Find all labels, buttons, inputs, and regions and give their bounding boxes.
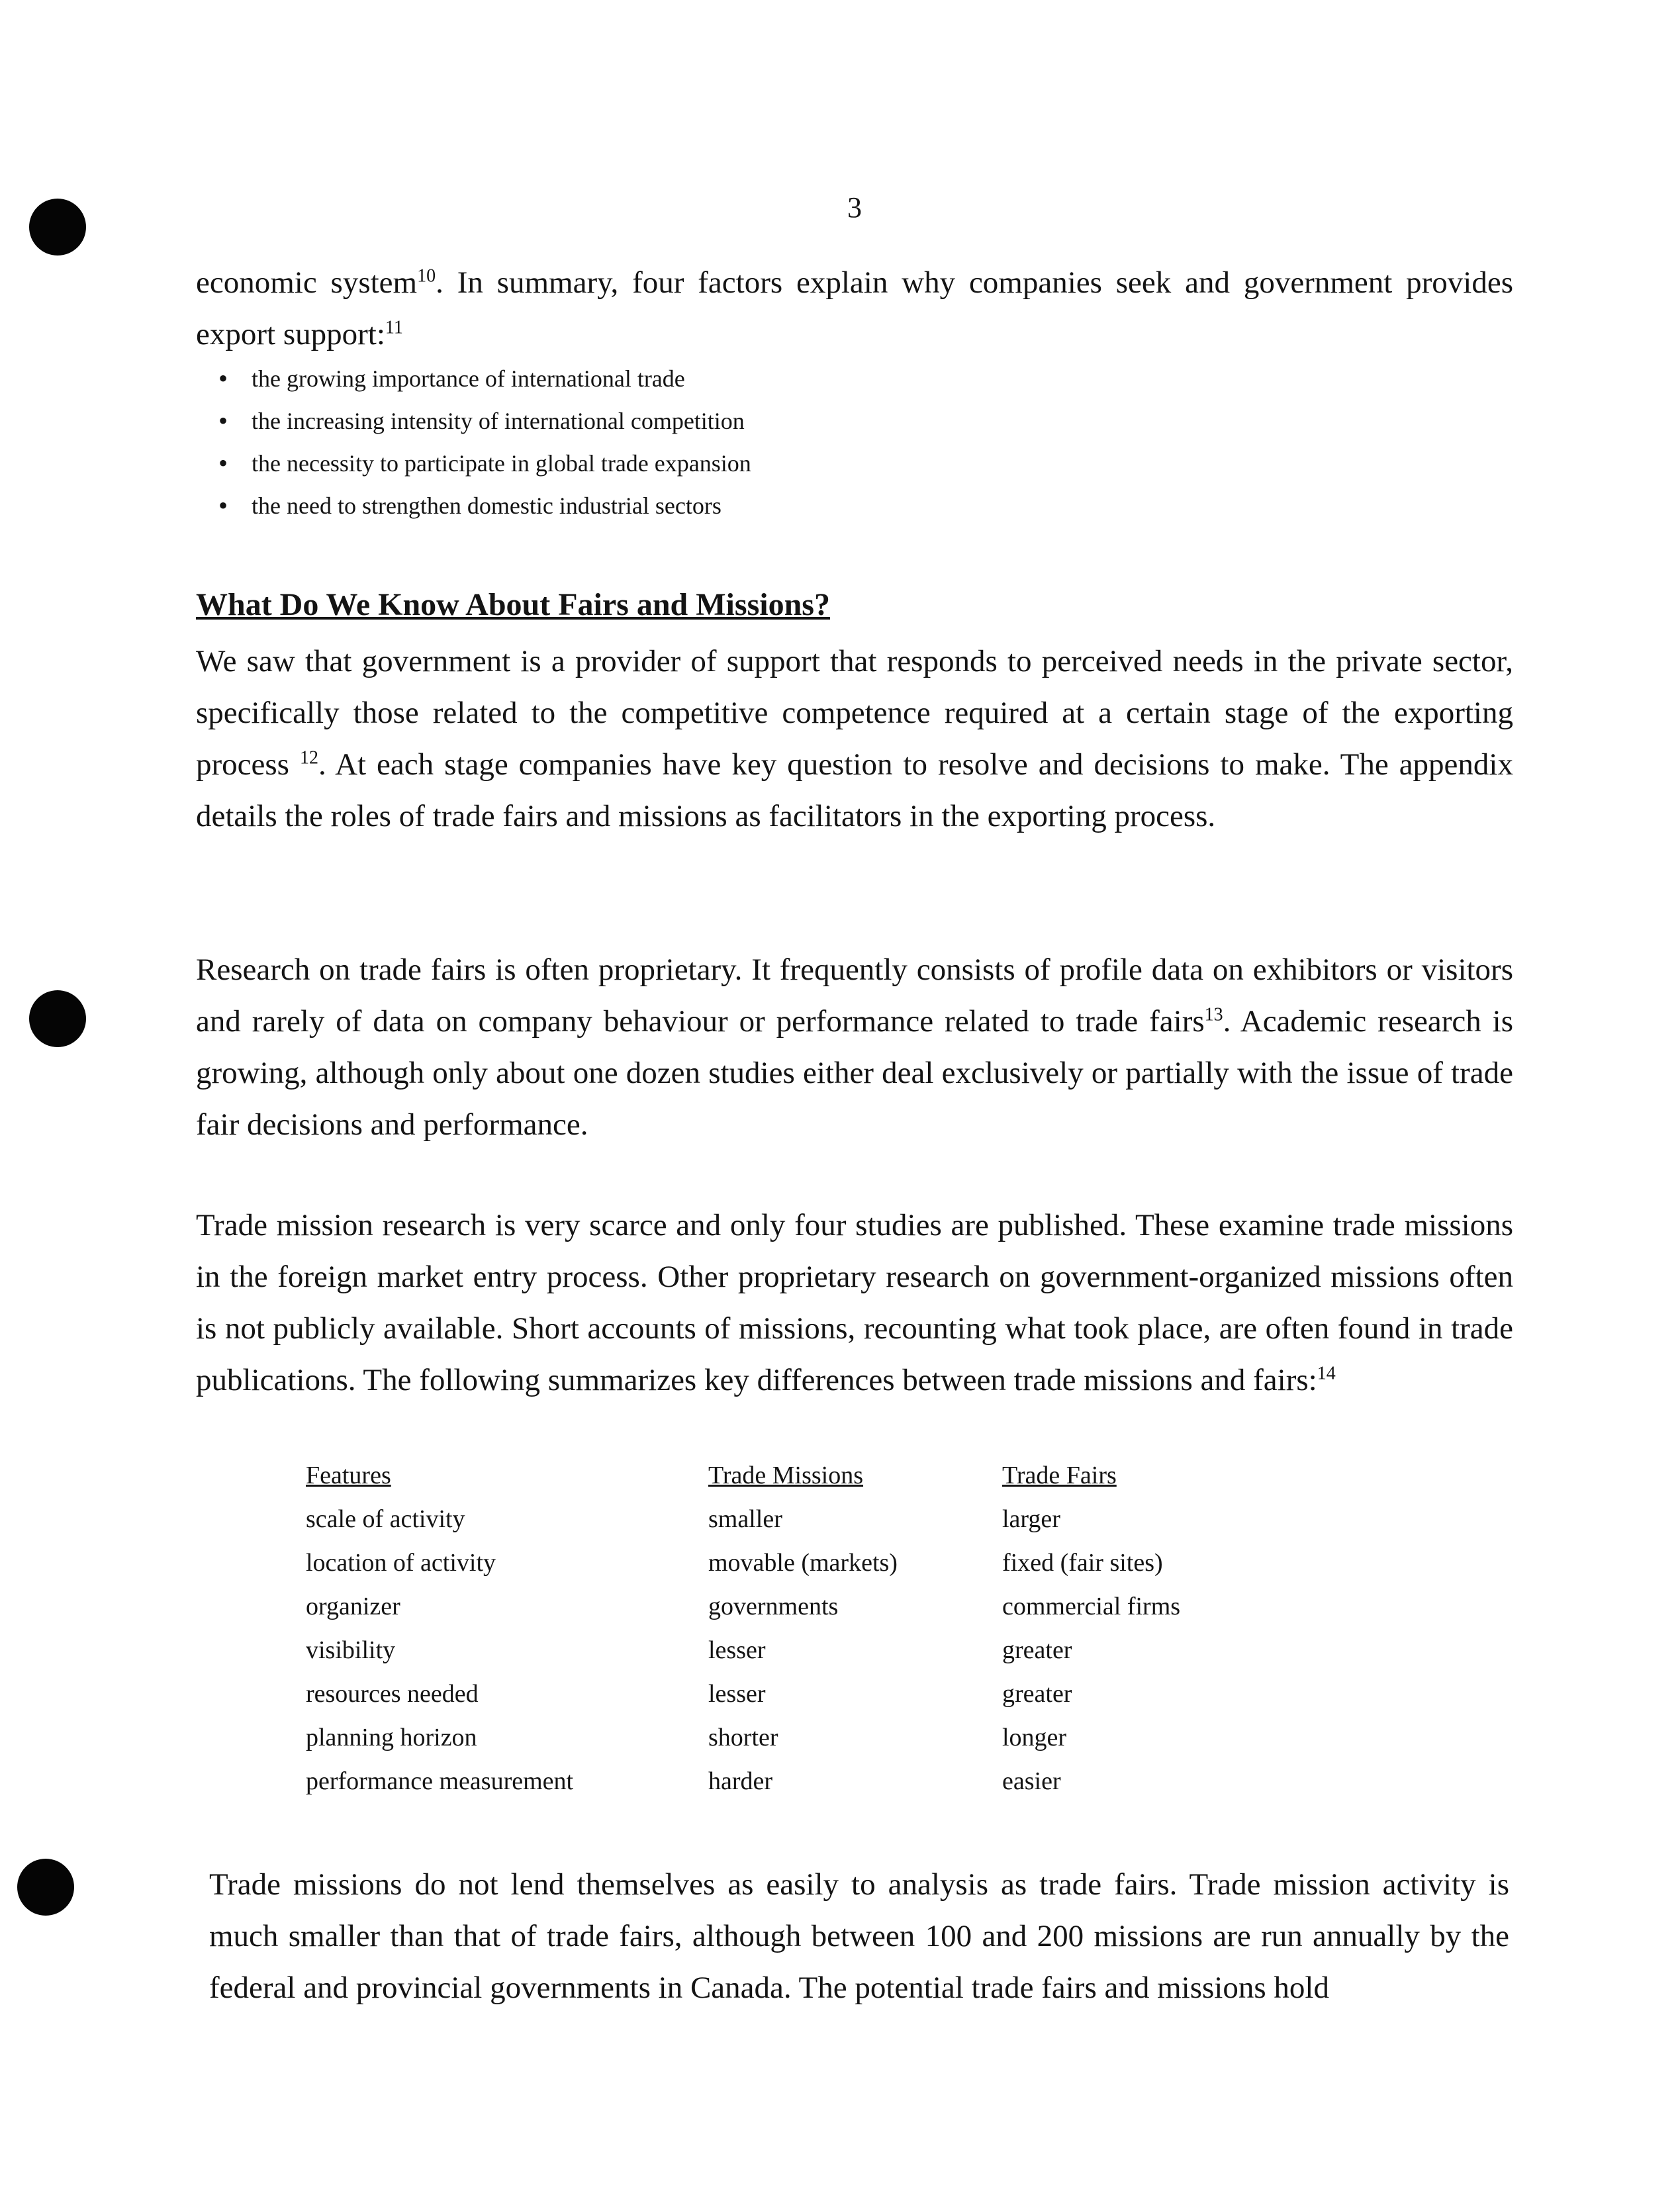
paragraph-trade-fair-research: Research on trade fairs is often proprietary. It frequently consists of profile data on exhibitors or visitors and rarely of data on company behaviour or performance related to trade fairs$^{13}$. Academic research is growing, although only about one dozen studies either deal exclusively or partially with the issue of trade fair decisions and performance. — [196, 953, 1513, 1142]
footnote-ref: 12 — [299, 747, 318, 768]
table-row — [306, 1716, 1280, 1759]
footnote-ref: 10 — [417, 265, 436, 287]
table-cell: greater — [1002, 1680, 1072, 1708]
table-cell: performance measurement — [306, 1767, 574, 1795]
table-cell: visibility — [306, 1636, 396, 1664]
table-cell: longer — [1002, 1724, 1067, 1751]
table-row — [306, 1628, 1280, 1672]
table-cell: scale of activity — [306, 1505, 465, 1533]
table-cell: governments — [708, 1593, 839, 1620]
table-cell: lesser — [708, 1636, 766, 1664]
comparison-table — [306, 1454, 1280, 1803]
table-row — [306, 1541, 1280, 1585]
section-heading: What Do We Know About Fairs and Missions? — [196, 587, 830, 622]
list-item: • the need to strengthen domestic industrial sectors — [218, 485, 751, 527]
footnote-ref: 14 — [1317, 1363, 1336, 1384]
list-item: • the growing importance of international trade — [218, 357, 751, 400]
table-cell: easier — [1002, 1767, 1061, 1795]
paragraph-mission-analysis: Trade missions do not lend themselves as easily to analysis as trade fairs. Trade mission activity is much smaller than that of trade fairs, although between 100 and 200 missions are run annually by the federal and provincial governments in Canada. The potential trade fairs and missions hold — [209, 1867, 1509, 2005]
table-header-row — [306, 1454, 1280, 1497]
table-cell: smaller — [708, 1505, 782, 1533]
column-header: Features — [306, 1462, 391, 1489]
table-cell: lesser — [708, 1680, 766, 1708]
intro-paragraph: economic system$^{10}$. In summary, four factors explain why companies seek and government provides export support:$^{11}$ — [196, 265, 1514, 351]
punch-hole-middle — [29, 990, 86, 1047]
factor-list — [218, 357, 751, 527]
list-item: • the increasing intensity of international competition — [218, 400, 751, 442]
list-item: • the necessity to participate in global trade expansion — [218, 442, 751, 485]
page-number: 3 — [847, 191, 862, 224]
punch-hole-bottom — [17, 1859, 74, 1916]
table-cell: location of activity — [306, 1549, 496, 1577]
footnote-ref: 11 — [385, 317, 403, 338]
table-cell: resources needed — [306, 1680, 479, 1708]
table-cell: harder — [708, 1767, 773, 1795]
table-row — [306, 1672, 1280, 1716]
table-cell: commercial firms — [1002, 1593, 1181, 1620]
table-cell: larger — [1002, 1505, 1060, 1533]
footnote-ref: 13 — [1204, 1004, 1223, 1025]
table-cell: shorter — [708, 1724, 778, 1751]
table-cell: fixed (fair sites) — [1002, 1549, 1163, 1577]
table-cell: greater — [1002, 1636, 1072, 1664]
table-row — [306, 1585, 1280, 1628]
table-cell: movable (markets) — [708, 1549, 898, 1577]
column-header: Trade Fairs — [1002, 1462, 1117, 1489]
table-cell: organizer — [306, 1593, 400, 1620]
paragraph-trade-mission-research: Trade mission research is very scarce and only four studies are published. These examine trade missions in the foreign market entry process. Other proprietary research on government-organized missions often is not publicly available. Short accounts of missions, recounting what took place, are often found in trade publications. The following summarizes key differences between trade missions and fairs:$^{14}$ — [196, 1208, 1513, 1397]
table-row — [306, 1497, 1280, 1541]
paragraph-government-support: We saw that government is a provider of support that responds to perceived needs in the private sector, specifically those related to the competitive competence required at a certain stage of the exporting process $^{12}$. At each stage companies have key question to resolve and decisions to make. The appendix details the roles of trade fairs and missions as facilitators in the exporting process. — [196, 644, 1513, 833]
table-row — [306, 1759, 1280, 1803]
punch-hole-top — [29, 199, 86, 256]
table-cell: planning horizon — [306, 1724, 477, 1751]
column-header: Trade Missions — [708, 1462, 864, 1489]
